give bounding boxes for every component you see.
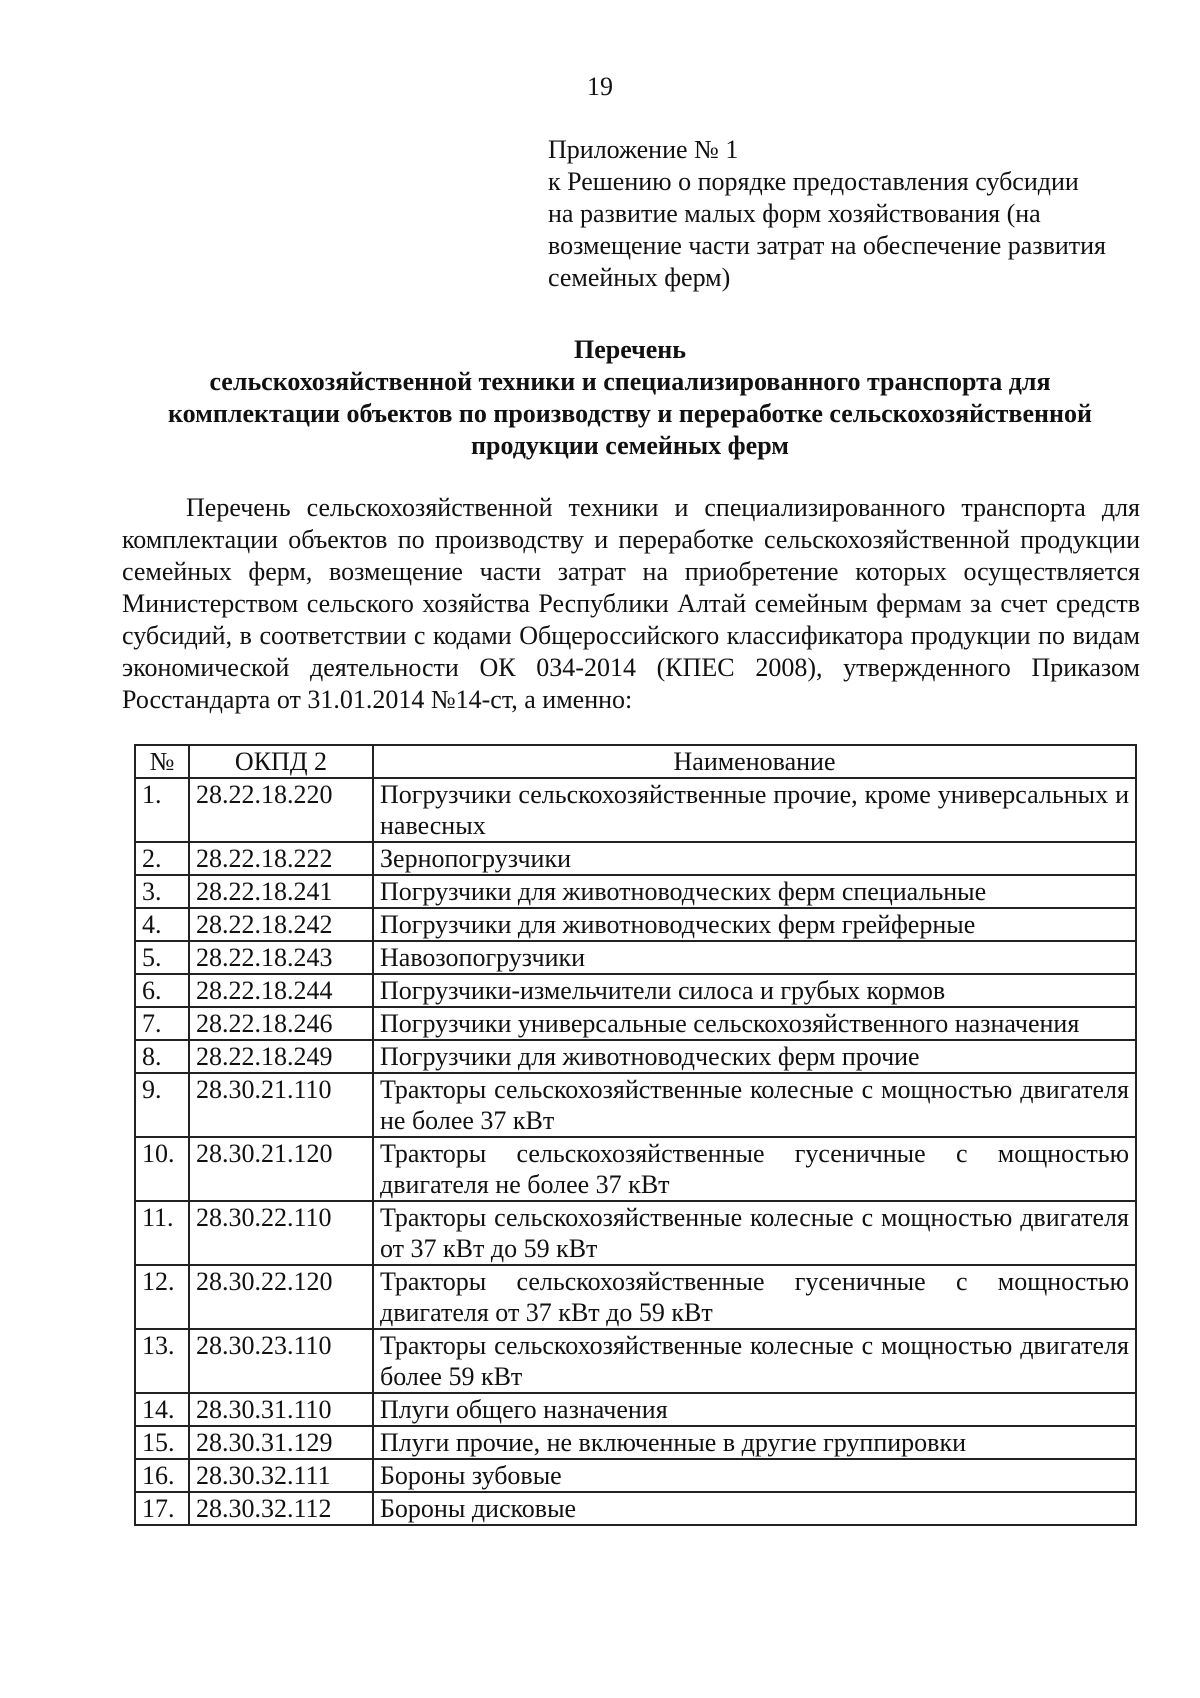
row-number: 14. — [135, 1393, 189, 1426]
row-number: 7. — [135, 1007, 189, 1040]
appendix-line: семейных ферм) — [548, 263, 731, 292]
row-name: Погрузчики-измельчители силоса и грубых кормов — [373, 974, 1136, 1007]
intro-paragraph: Перечень сельскохозяйственной техники и специализированного транспорта для комплектации объектов по производству и переработке сельскохозяйственной продукции семейных ферм, возмещение части затрат на приобретение которых осуществляется Министерством сельского хозяйства Республики Алтай семейным фермам за счет средств субсидий, в соответствии с кодами Общероссийского классификатора продукции по видам экономической деятельности ОК 034-2014 (КПЕС 2008), утвержденного Приказом Росстандарта от 31.01.2014 №14-ст, а именно: — [122, 493, 1140, 714]
appendix-note — [548, 134, 1138, 294]
header-number: № — [135, 745, 189, 778]
header-okpd-code: ОКПД 2 — [189, 745, 373, 778]
title-line: продукции семейных ферм — [471, 431, 789, 460]
document-title — [110, 334, 1150, 462]
row-okpd-code: 28.30.21.110 — [189, 1073, 373, 1137]
table-row — [135, 842, 1136, 875]
row-name: Бороны зубовые — [373, 1459, 1136, 1492]
row-name: Навозопогрузчики — [373, 941, 1136, 974]
table-row — [135, 1073, 1136, 1137]
row-number: 3. — [135, 875, 189, 908]
header-name: Наименование — [373, 745, 1136, 778]
row-okpd-code: 28.22.18.242 — [189, 908, 373, 941]
row-number: 5. — [135, 941, 189, 974]
title-line: Перечень — [573, 335, 687, 364]
row-okpd-code: 28.30.22.120 — [189, 1265, 373, 1329]
row-okpd-code: 28.22.18.244 — [189, 974, 373, 1007]
table-body — [135, 778, 1136, 1525]
row-okpd-code: 28.22.18.220 — [189, 778, 373, 842]
table-row — [135, 875, 1136, 908]
page-number: 19 — [587, 72, 613, 101]
equipment-table — [134, 744, 1137, 1526]
row-name: Тракторы сельскохозяйственные колесные с мощностью двигателя не более 37 кВт — [373, 1073, 1136, 1137]
row-number: 11. — [135, 1201, 189, 1265]
row-name: Погрузчики сельскохозяйственные прочие, кроме универсальных и навесных — [373, 778, 1136, 842]
row-okpd-code: 28.30.31.129 — [189, 1426, 373, 1459]
row-name: Тракторы сельскохозяйственные гусеничные с мощностью двигателя от 37 кВт до 59 кВт — [373, 1265, 1136, 1329]
row-name: Зернопогрузчики — [373, 842, 1136, 875]
row-number: 8. — [135, 1040, 189, 1073]
row-okpd-code: 28.30.22.110 — [189, 1201, 373, 1265]
row-name: Плуги прочие, не включенные в другие группировки — [373, 1426, 1136, 1459]
row-okpd-code: 28.30.32.112 — [189, 1492, 373, 1525]
row-number: 12. — [135, 1265, 189, 1329]
table-row — [135, 1426, 1136, 1459]
table-row — [135, 1137, 1136, 1201]
title-line: сельскохозяйственной техники и специализированного транспорта для — [209, 367, 1051, 396]
row-name: Тракторы сельскохозяйственные гусеничные с мощностью двигателя не более 37 кВт — [373, 1137, 1136, 1201]
row-name: Тракторы сельскохозяйственные колесные с мощностью двигателя от 37 кВт до 59 кВт — [373, 1201, 1136, 1265]
table-row — [135, 1329, 1136, 1393]
table-row — [135, 1492, 1136, 1525]
title-line: комплектации объектов по производству и переработке сельскохозяйственной — [168, 399, 1092, 428]
row-okpd-code: 28.30.21.120 — [189, 1137, 373, 1201]
row-number: 10. — [135, 1137, 189, 1201]
table-row — [135, 1459, 1136, 1492]
table-row — [135, 1040, 1136, 1073]
row-number: 2. — [135, 842, 189, 875]
row-number: 17. — [135, 1492, 189, 1525]
row-name: Погрузчики для животноводческих ферм прочие — [373, 1040, 1136, 1073]
appendix-line: на развитие малых форм хозяйствования (на — [548, 199, 1041, 228]
row-name: Бороны дисковые — [373, 1492, 1136, 1525]
table-row — [135, 1265, 1136, 1329]
row-number: 15. — [135, 1426, 189, 1459]
row-number: 1. — [135, 778, 189, 842]
row-okpd-code: 28.30.31.110 — [189, 1393, 373, 1426]
table-row — [135, 941, 1136, 974]
row-name: Тракторы сельскохозяйственные колесные с мощностью двигателя более 59 кВт — [373, 1329, 1136, 1393]
table-row — [135, 908, 1136, 941]
table-header-row — [135, 745, 1136, 778]
table-row — [135, 1393, 1136, 1426]
row-okpd-code: 28.30.23.110 — [189, 1329, 373, 1393]
table-row — [135, 1201, 1136, 1265]
row-number: 16. — [135, 1459, 189, 1492]
appendix-line: Приложение № 1 — [548, 135, 739, 164]
row-name: Погрузчики для животноводческих ферм грейферные — [373, 908, 1136, 941]
table-row — [135, 1007, 1136, 1040]
row-name: Погрузчики для животноводческих ферм специальные — [373, 875, 1136, 908]
row-number: 9. — [135, 1073, 189, 1137]
row-okpd-code: 28.22.18.222 — [189, 842, 373, 875]
row-okpd-code: 28.22.18.243 — [189, 941, 373, 974]
row-okpd-code: 28.30.32.111 — [189, 1459, 373, 1492]
row-okpd-code: 28.22.18.249 — [189, 1040, 373, 1073]
row-number: 13. — [135, 1329, 189, 1393]
row-okpd-code: 28.22.18.241 — [189, 875, 373, 908]
row-number: 4. — [135, 908, 189, 941]
table-row — [135, 974, 1136, 1007]
row-okpd-code: 28.22.18.246 — [189, 1007, 373, 1040]
appendix-line: к Решению о порядке предоставления субсидии — [548, 167, 1079, 196]
appendix-line: возмещение части затрат на обеспечение развития — [548, 231, 1106, 260]
table-row — [135, 778, 1136, 842]
row-name: Плуги общего назначения — [373, 1393, 1136, 1426]
row-name: Погрузчики универсальные сельскохозяйственного назначения — [373, 1007, 1136, 1040]
row-number: 6. — [135, 974, 189, 1007]
